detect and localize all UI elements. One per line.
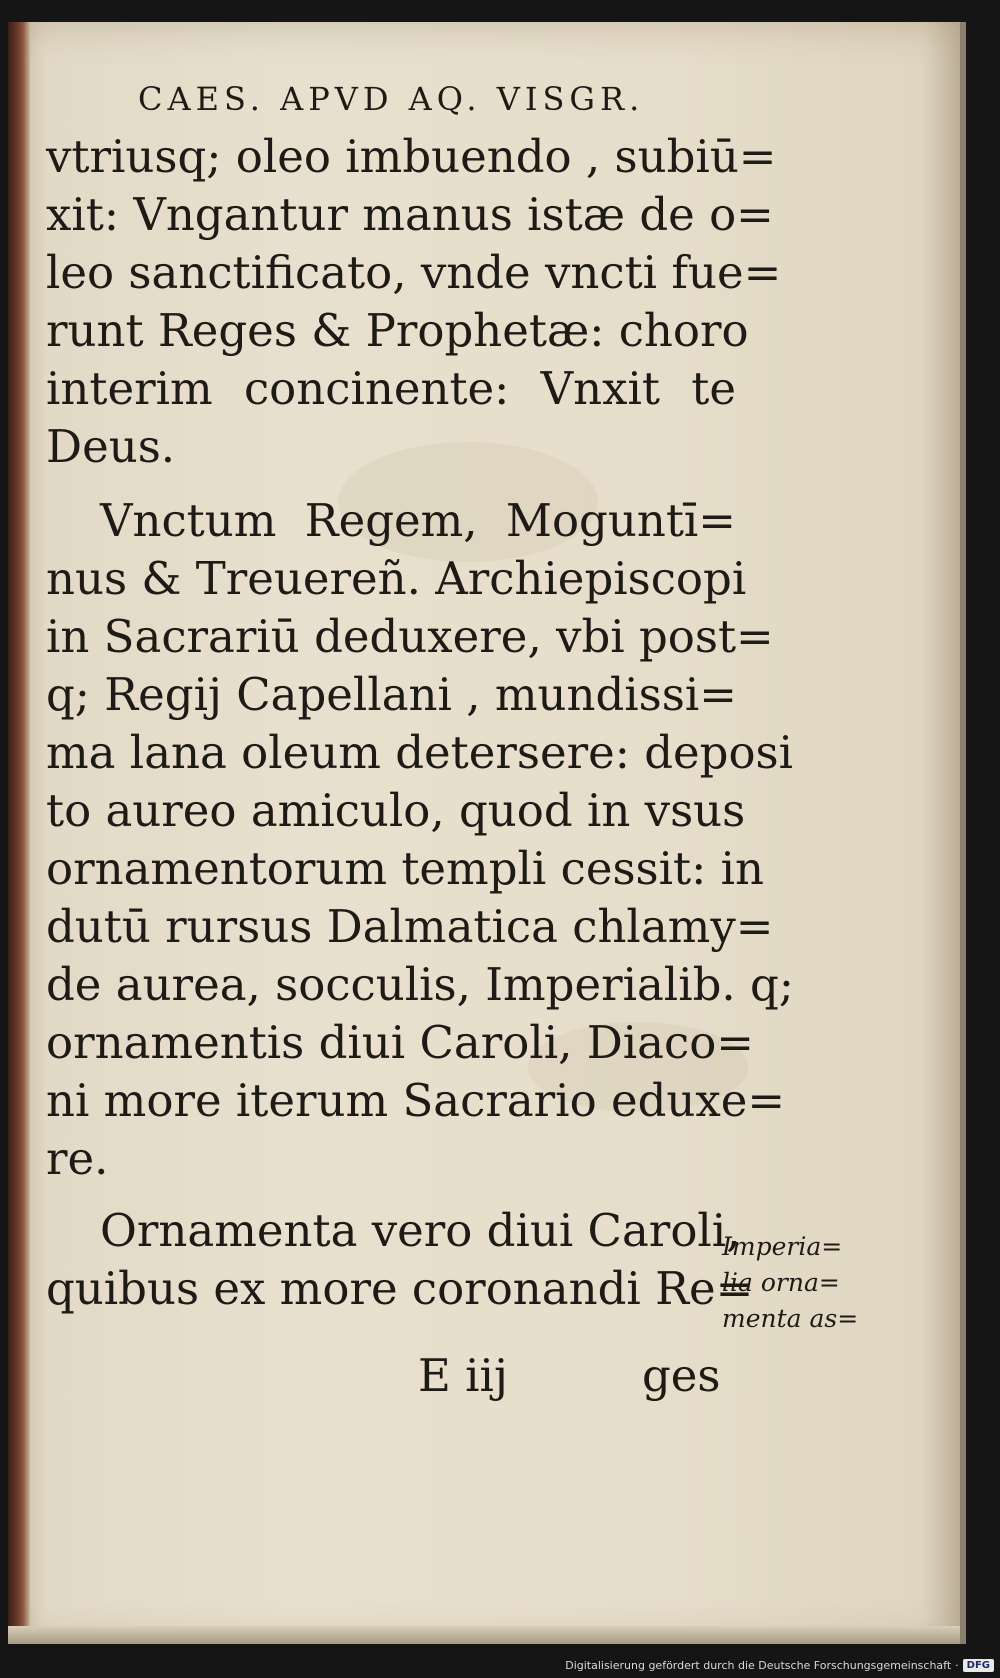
body-line: interim concinente: Vnxit te: [46, 362, 736, 415]
body-line: xit: Vngantur manus istæ de o=: [46, 188, 774, 241]
dfg-logo: DFG: [963, 1659, 994, 1672]
body-line: ma lana oleum detersere: deposi: [46, 726, 794, 779]
body-line: q; Regij Capellani , mundissi=: [46, 668, 737, 721]
body-line: re.: [46, 1132, 109, 1185]
body-line: to aureo amiculo, quod in vsus: [46, 784, 746, 837]
digitization-footer: Digitalisierung gefördert durch die Deutsche Forschungsgemeinschaft · DFG: [565, 1655, 994, 1675]
body-line: Vnctum Regem, Moguntī=: [100, 494, 736, 547]
running-head: CAES. APVD AQ. VISGR.: [138, 80, 645, 118]
book-spine-edge: [8, 22, 30, 1644]
page-bottom-edge: [8, 1626, 960, 1644]
body-line: ornamentorum templi cessit: in: [46, 842, 764, 895]
marginal-note-line: lia orna=: [722, 1268, 840, 1297]
marginal-note: [722, 1229, 872, 1337]
body-line: dutū rursus Dalmatica chlamy=: [46, 900, 774, 953]
body-line: runt Reges & Prophetæ: choro: [46, 304, 749, 357]
body-line: de aurea, socculis, Imperialib. q;: [46, 958, 794, 1011]
body-line: Deus.: [46, 420, 176, 473]
body-line: in Sacrariū deduxere, vbi post=: [46, 610, 774, 663]
body-line: leo sanctificato, vnde vncti fue=: [46, 246, 782, 299]
body-line: quibus ex more coronandi Re=: [46, 1262, 754, 1315]
marginal-note-line: menta as=: [722, 1304, 859, 1333]
footer-credit: Digitalisierung gefördert durch die Deutsche Forschungsgemeinschaft: [565, 1658, 952, 1672]
body-line: ornamentis diui Caroli, Diaco=: [46, 1016, 755, 1069]
body-line: Ornamenta vero diui Caroli,: [100, 1204, 741, 1257]
book-page: [8, 22, 966, 1644]
signature-mark: E iij: [418, 1349, 508, 1402]
marginal-note-line: Imperia=: [722, 1232, 843, 1261]
body-line: vtriusq; oleo imbuendo , subiū=: [46, 130, 777, 183]
catchword: ges: [642, 1349, 721, 1402]
body-line: ni more iterum Sacrario eduxe=: [46, 1074, 786, 1127]
body-line: nus & Treuereñ. Archiepiscopi: [46, 552, 747, 605]
